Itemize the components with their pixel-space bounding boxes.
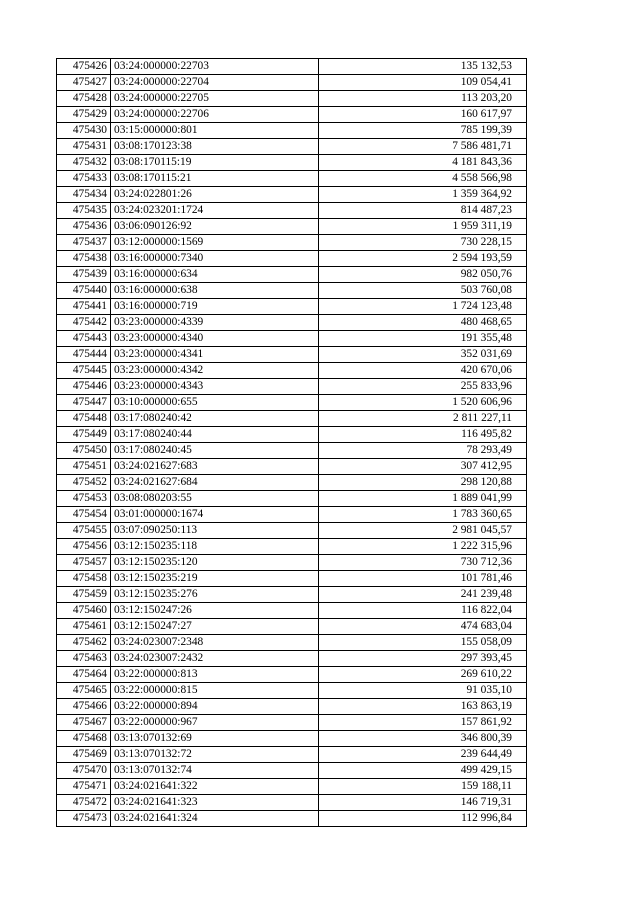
cadastral-value-cell: 2 594 193,59: [319, 251, 527, 267]
cadastral-value-cell: 1 889 041,99: [319, 491, 527, 507]
cadastral-value-cell: 346 800,39: [319, 731, 527, 747]
record-number-cell: 475438: [57, 251, 111, 267]
cadastral-number-cell: 03:17:080240:45: [111, 443, 319, 459]
cadastral-number-cell: 03:08:170115:21: [111, 171, 319, 187]
table-row: [57, 139, 527, 155]
cadastral-value-cell: 1 724 123,48: [319, 299, 527, 315]
cadastral-number-cell: 03:24:000000:22706: [111, 107, 319, 123]
cadastral-value-cell: 159 188,11: [319, 779, 527, 795]
cadastral-number-cell: 03:13:070132:74: [111, 763, 319, 779]
cadastral-number-cell: 03:16:000000:719: [111, 299, 319, 315]
cadastral-value-cell: 352 031,69: [319, 347, 527, 363]
table-row: [57, 347, 527, 363]
table-row: [57, 155, 527, 171]
cadastral-number-cell: 03:24:023007:2432: [111, 651, 319, 667]
table-row: [57, 107, 527, 123]
table-row: [57, 491, 527, 507]
record-number-cell: 475461: [57, 619, 111, 635]
table-row: [57, 603, 527, 619]
table-row: [57, 443, 527, 459]
table-row: [57, 667, 527, 683]
table-row: [57, 59, 527, 75]
cadastral-number-cell: 03:24:021641:324: [111, 811, 319, 827]
cadastral-value-cell: 239 644,49: [319, 747, 527, 763]
table-row: [57, 651, 527, 667]
cadastral-value-cell: 113 203,20: [319, 91, 527, 107]
record-number-cell: 475469: [57, 747, 111, 763]
record-number-cell: 475441: [57, 299, 111, 315]
table-row: [57, 539, 527, 555]
record-number-cell: 475426: [57, 59, 111, 75]
table-row: [57, 283, 527, 299]
cadastral-value-cell: 163 863,19: [319, 699, 527, 715]
record-number-cell: 475447: [57, 395, 111, 411]
cadastral-value-table: [56, 58, 527, 827]
cadastral-number-cell: 03:17:080240:44: [111, 427, 319, 443]
record-number-cell: 475452: [57, 475, 111, 491]
cadastral-value-cell: 146 719,31: [319, 795, 527, 811]
cadastral-value-cell: 155 058,09: [319, 635, 527, 651]
record-number-cell: 475465: [57, 683, 111, 699]
table-row: [57, 219, 527, 235]
table-row: [57, 699, 527, 715]
cadastral-number-cell: 03:24:000000:22704: [111, 75, 319, 91]
record-number-cell: 475439: [57, 267, 111, 283]
cadastral-number-cell: 03:17:080240:42: [111, 411, 319, 427]
cadastral-number-cell: 03:24:021627:684: [111, 475, 319, 491]
cadastral-number-cell: 03:24:021641:322: [111, 779, 319, 795]
cadastral-number-cell: 03:06:090126:92: [111, 219, 319, 235]
cadastral-value-cell: 255 833,96: [319, 379, 527, 395]
cadastral-number-cell: 03:12:000000:1569: [111, 235, 319, 251]
cadastral-value-cell: 982 050,76: [319, 267, 527, 283]
table-row: [57, 635, 527, 651]
cadastral-number-cell: 03:07:090250:113: [111, 523, 319, 539]
table-row: [57, 251, 527, 267]
cadastral-number-cell: 03:22:000000:815: [111, 683, 319, 699]
record-number-cell: 475471: [57, 779, 111, 795]
record-number-cell: 475432: [57, 155, 111, 171]
cadastral-number-cell: 03:23:000000:4339: [111, 315, 319, 331]
cadastral-value-cell: 135 132,53: [319, 59, 527, 75]
cadastral-value-cell: 157 861,92: [319, 715, 527, 731]
record-number-cell: 475448: [57, 411, 111, 427]
cadastral-value-cell: 2 981 045,57: [319, 523, 527, 539]
cadastral-value-cell: 2 811 227,11: [319, 411, 527, 427]
table-row: [57, 763, 527, 779]
cadastral-number-cell: 03:24:023201:1724: [111, 203, 319, 219]
cadastral-number-cell: 03:12:150247:27: [111, 619, 319, 635]
cadastral-value-cell: 297 393,45: [319, 651, 527, 667]
record-number-cell: 475460: [57, 603, 111, 619]
record-number-cell: 475458: [57, 571, 111, 587]
record-number-cell: 475429: [57, 107, 111, 123]
cadastral-value-cell: 191 355,48: [319, 331, 527, 347]
record-number-cell: 475466: [57, 699, 111, 715]
table-row: [57, 475, 527, 491]
record-number-cell: 475434: [57, 187, 111, 203]
table-row: [57, 715, 527, 731]
table-row: [57, 75, 527, 91]
cadastral-number-cell: 03:12:150235:118: [111, 539, 319, 555]
cadastral-value-cell: 474 683,04: [319, 619, 527, 635]
table-row: [57, 731, 527, 747]
cadastral-number-cell: 03:23:000000:4340: [111, 331, 319, 347]
table-row: [57, 811, 527, 827]
table-row: [57, 683, 527, 699]
cadastral-value-cell: 116 822,04: [319, 603, 527, 619]
cadastral-number-cell: 03:13:070132:69: [111, 731, 319, 747]
cadastral-value-cell: 1 520 606,96: [319, 395, 527, 411]
cadastral-value-cell: 269 610,22: [319, 667, 527, 683]
table-body: [57, 59, 527, 827]
table-row: [57, 459, 527, 475]
record-number-cell: 475468: [57, 731, 111, 747]
cadastral-number-cell: 03:08:080203:55: [111, 491, 319, 507]
cadastral-value-cell: 101 781,46: [319, 571, 527, 587]
cadastral-value-cell: 307 412,95: [319, 459, 527, 475]
table-row: [57, 555, 527, 571]
cadastral-value-cell: 499 429,15: [319, 763, 527, 779]
cadastral-number-cell: 03:23:000000:4341: [111, 347, 319, 363]
cadastral-value-cell: 91 035,10: [319, 683, 527, 699]
record-number-cell: 475444: [57, 347, 111, 363]
cadastral-value-cell: 1 222 315,96: [319, 539, 527, 555]
table-row: [57, 747, 527, 763]
cadastral-value-cell: 241 239,48: [319, 587, 527, 603]
cadastral-value-cell: 4 181 843,36: [319, 155, 527, 171]
table-row: [57, 779, 527, 795]
cadastral-value-cell: 785 199,39: [319, 123, 527, 139]
table-row: [57, 331, 527, 347]
cadastral-number-cell: 03:24:021627:683: [111, 459, 319, 475]
cadastral-value-cell: 4 558 566,98: [319, 171, 527, 187]
cadastral-value-cell: 730 712,36: [319, 555, 527, 571]
cadastral-number-cell: 03:12:150235:120: [111, 555, 319, 571]
table-row: [57, 203, 527, 219]
record-number-cell: 475430: [57, 123, 111, 139]
table-row: [57, 619, 527, 635]
record-number-cell: 475451: [57, 459, 111, 475]
cadastral-number-cell: 03:24:021641:323: [111, 795, 319, 811]
cadastral-value-cell: 420 670,06: [319, 363, 527, 379]
record-number-cell: 475443: [57, 331, 111, 347]
cadastral-number-cell: 03:24:000000:22705: [111, 91, 319, 107]
record-number-cell: 475427: [57, 75, 111, 91]
table-row: [57, 123, 527, 139]
table-row: [57, 427, 527, 443]
record-number-cell: 475440: [57, 283, 111, 299]
table-row: [57, 507, 527, 523]
table-row: [57, 235, 527, 251]
record-number-cell: 475457: [57, 555, 111, 571]
record-number-cell: 475446: [57, 379, 111, 395]
cadastral-number-cell: 03:16:000000:638: [111, 283, 319, 299]
cadastral-number-cell: 03:10:000000:655: [111, 395, 319, 411]
record-number-cell: 475467: [57, 715, 111, 731]
table-row: [57, 363, 527, 379]
cadastral-value-cell: 480 468,65: [319, 315, 527, 331]
cadastral-number-cell: 03:24:000000:22703: [111, 59, 319, 75]
cadastral-number-cell: 03:22:000000:967: [111, 715, 319, 731]
record-number-cell: 475442: [57, 315, 111, 331]
record-number-cell: 475472: [57, 795, 111, 811]
record-number-cell: 475454: [57, 507, 111, 523]
cadastral-number-cell: 03:16:000000:634: [111, 267, 319, 283]
cadastral-number-cell: 03:23:000000:4342: [111, 363, 319, 379]
cadastral-number-cell: 03:22:000000:894: [111, 699, 319, 715]
table-row: [57, 587, 527, 603]
cadastral-value-cell: 503 760,08: [319, 283, 527, 299]
cadastral-number-cell: 03:12:150247:26: [111, 603, 319, 619]
cadastral-number-cell: 03:13:070132:72: [111, 747, 319, 763]
table-row: [57, 395, 527, 411]
cadastral-number-cell: 03:22:000000:813: [111, 667, 319, 683]
table-row: [57, 171, 527, 187]
cadastral-number-cell: 03:01:000000:1674: [111, 507, 319, 523]
cadastral-value-cell: 730 228,15: [319, 235, 527, 251]
cadastral-number-cell: 03:08:170123:38: [111, 139, 319, 155]
record-number-cell: 475473: [57, 811, 111, 827]
cadastral-value-cell: 1 959 311,19: [319, 219, 527, 235]
cadastral-value-cell: 116 495,82: [319, 427, 527, 443]
record-number-cell: 475450: [57, 443, 111, 459]
cadastral-value-cell: 814 487,23: [319, 203, 527, 219]
record-number-cell: 475428: [57, 91, 111, 107]
record-number-cell: 475453: [57, 491, 111, 507]
table-row: [57, 299, 527, 315]
record-number-cell: 475436: [57, 219, 111, 235]
cadastral-number-cell: 03:24:023007:2348: [111, 635, 319, 651]
cadastral-number-cell: 03:24:022801:26: [111, 187, 319, 203]
table-row: [57, 187, 527, 203]
cadastral-value-cell: 7 586 481,71: [319, 139, 527, 155]
record-number-cell: 475435: [57, 203, 111, 219]
cadastral-value-cell: 78 293,49: [319, 443, 527, 459]
table-row: [57, 795, 527, 811]
record-number-cell: 475456: [57, 539, 111, 555]
table-row: [57, 571, 527, 587]
record-number-cell: 475433: [57, 171, 111, 187]
table-row: [57, 315, 527, 331]
cadastral-number-cell: 03:12:150235:219: [111, 571, 319, 587]
record-number-cell: 475437: [57, 235, 111, 251]
record-number-cell: 475464: [57, 667, 111, 683]
record-number-cell: 475470: [57, 763, 111, 779]
cadastral-value-cell: 160 617,97: [319, 107, 527, 123]
table-row: [57, 523, 527, 539]
cadastral-value-cell: 298 120,88: [319, 475, 527, 491]
record-number-cell: 475462: [57, 635, 111, 651]
table-row: [57, 379, 527, 395]
table-row: [57, 411, 527, 427]
record-number-cell: 475431: [57, 139, 111, 155]
cadastral-number-cell: 03:08:170115:19: [111, 155, 319, 171]
cadastral-number-cell: 03:15:000000:801: [111, 123, 319, 139]
record-number-cell: 475463: [57, 651, 111, 667]
table-row: [57, 267, 527, 283]
cadastral-value-cell: 1 359 364,92: [319, 187, 527, 203]
record-number-cell: 475455: [57, 523, 111, 539]
cadastral-value-cell: 1 783 360,65: [319, 507, 527, 523]
record-number-cell: 475459: [57, 587, 111, 603]
cadastral-number-cell: 03:12:150235:276: [111, 587, 319, 603]
cadastral-value-cell: 112 996,84: [319, 811, 527, 827]
record-number-cell: 475445: [57, 363, 111, 379]
cadastral-number-cell: 03:23:000000:4343: [111, 379, 319, 395]
record-number-cell: 475449: [57, 427, 111, 443]
cadastral-number-cell: 03:16:000000:7340: [111, 251, 319, 267]
table-row: [57, 91, 527, 107]
cadastral-value-cell: 109 054,41: [319, 75, 527, 91]
